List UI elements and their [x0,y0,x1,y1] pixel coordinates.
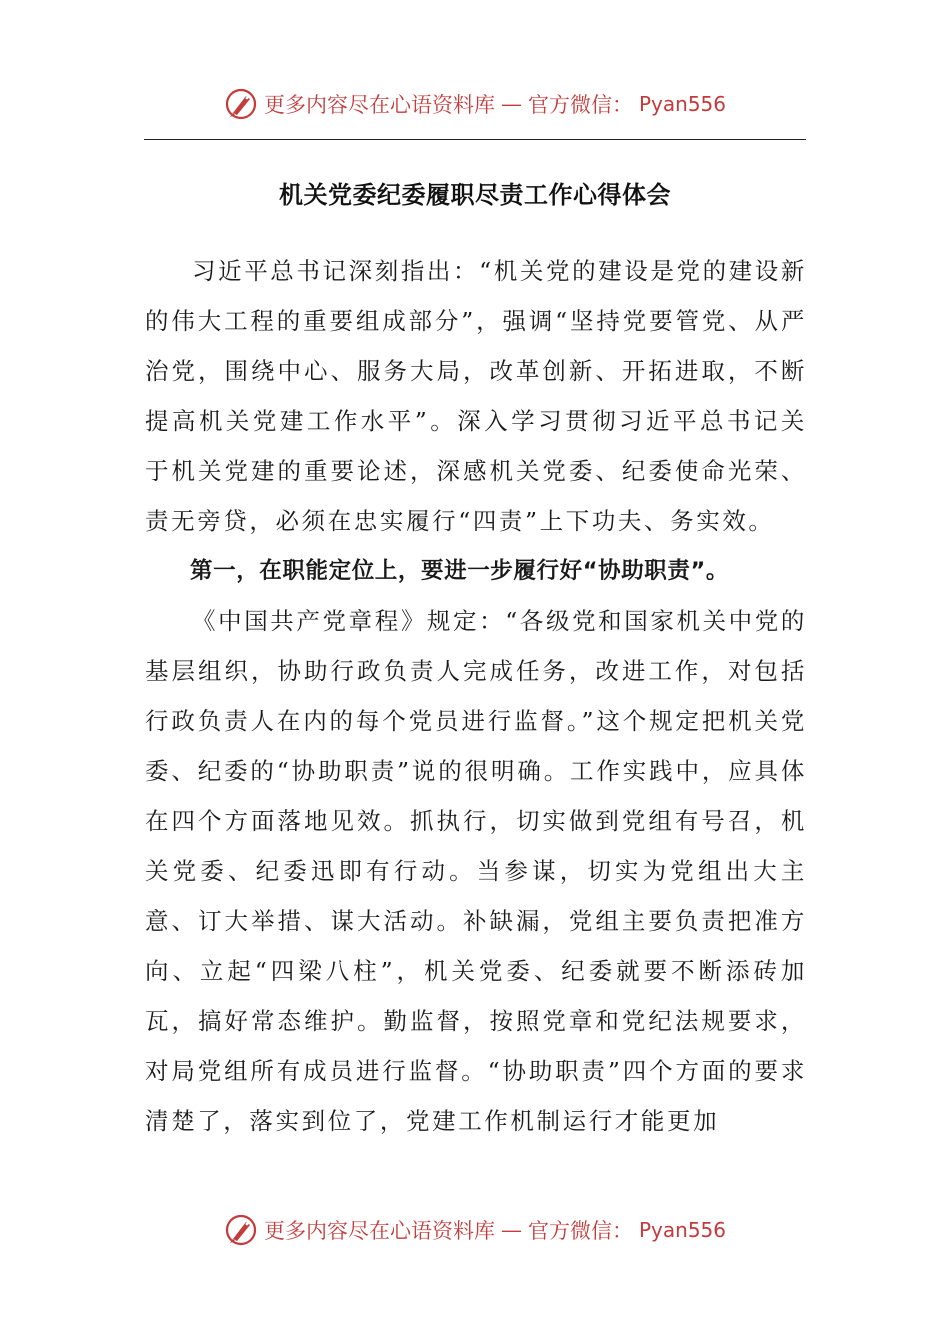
watermark-account-label: 官方微信： [527,93,633,117]
intro-paragraph: 习近平总书记深刻指出：“机关党的建设是党的建设新的伟大工程的重要组成部分”，强调“坚持党要管党、从严治党，围绕中心、服务大局，改革创新、开拓进取，不断提高机关党建工作水平”。深入学习贯彻习近平总书记关于机关党建的重要论述，深感机关党委、纪委使命光荣、责无旁贷，必须在忠实履行“四责”上下功夫、务实效。 [145,257,807,535]
watermark-dash: — [500,92,522,116]
section-heading: 第一，在职能定位上，要进一步履行好“协助职责”。 [190,558,729,584]
watermark-account-label: 官方微信： [527,1219,633,1243]
watermark-account-id: Pyan556 [638,92,726,116]
section-paragraph: 《中国共产党章程》规定：“各级党和国家机关中党的基层组织，协助行政负责人完成任务，改进工作，对包括行政负责人在内的每个党员进行监督。”这个规定把机关党委、纪委的“协助职责”说的很明确。工作实践中，应具体在四个方面落地见效。抓执行，切实做到党组有号召，机关党委、纪委迅即有行动。当参谋，切实为党组出大主意、订大举措、谋大活动。补缺漏，党组主要负责把准方向、立起“四梁八柱”，机关党委、纪委就要不断添砖加瓦，搞好常态维护。勤监督，按照党章和党纪法规要求，对局党组所有成员进行监督。“协助职责”四个方面的要求清楚了，落实到位了，党建工作机制运行才能更加 [145,607,807,1135]
header-divider [144,139,806,140]
header-watermark [0,84,950,124]
document-body [145,246,807,1146]
watermark-dash: — [500,1218,522,1242]
watermark-brand-text: 更多内容尽在心语资料库 [263,93,495,117]
footer-watermark [0,1210,950,1250]
document-title: 机关党委纪委履职尽责工作心得体会 [279,181,671,209]
pen-nib-logo-icon [224,87,258,121]
watermark-account-id: Pyan556 [638,1218,726,1242]
watermark-brand-text: 更多内容尽在心语资料库 [263,1219,495,1243]
pen-nib-logo-icon [224,1213,258,1247]
